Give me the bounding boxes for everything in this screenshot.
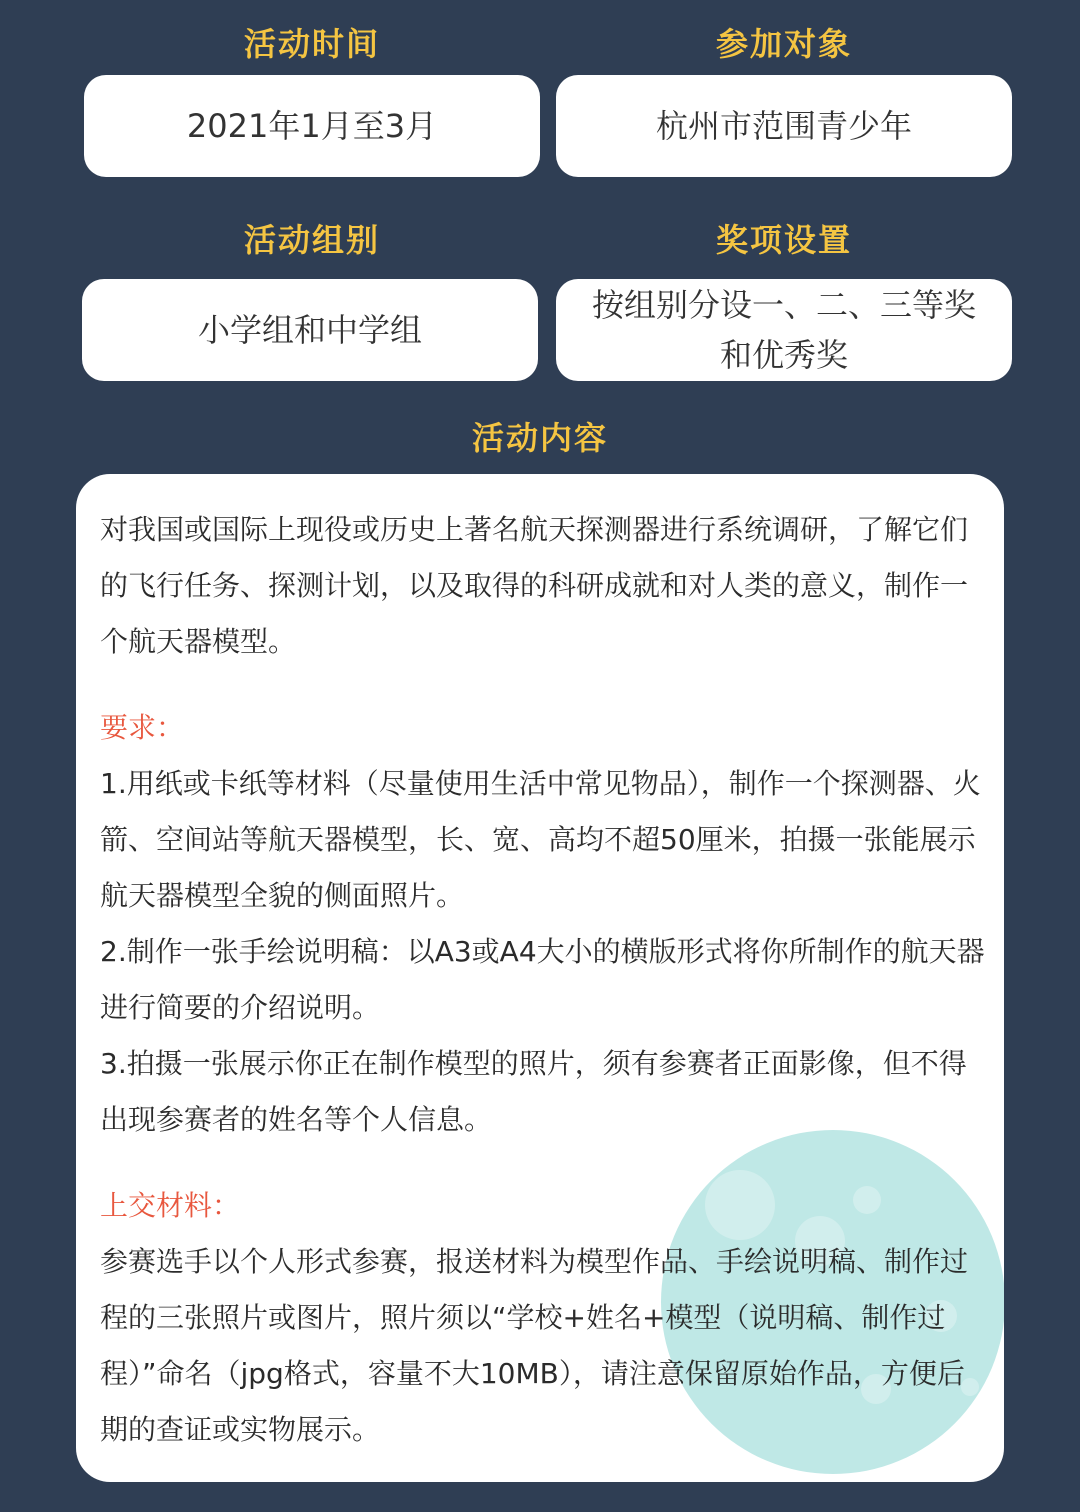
awards-value-line-2: 和优秀奖 — [719, 336, 848, 374]
requirement-item-3: 3.拍摄一张展示你正在制作模型的照片，须有参赛者正面影像，但不得出现参赛者的姓名等个人信息。 — [100, 1047, 967, 1136]
awards-value-line-1: 按组别分设一、二、三等奖 — [591, 286, 976, 324]
intro-paragraph: 对我国或国际上现役或历史上著名航天探测器进行系统调研，了解它们的飞行任务、探测计划，以及取得的科研成就和对人类的意义，制作一个航天器模型。 — [100, 513, 969, 658]
participants-box — [556, 75, 1012, 177]
activity-time-box — [84, 75, 540, 177]
submission-paragraph: 参赛选手以个人形式参赛，报送材料为模型作品、手绘说明稿、制作过程的三张照片或图片，照片须以“学校+姓名+模型（说明稿、制作过程）”命名（jpg格式，容量不大10MB），请注意保留原始作品，方便后期的查证或实物展示。 — [100, 1245, 969, 1446]
submission-heading: 上交材料： — [100, 1189, 241, 1222]
requirement-item-2: 2.制作一张手绘说明稿：以A3或A4大小的横版形式将你所制作的航天器进行简要的介绍说明。 — [100, 935, 985, 1024]
requirement-item-1: 1.用纸或卡纸等材料（尽量使用生活中常见物品），制作一个探测器、火箭、空间站等航天器模型，长、宽、高均不超50厘米，拍摄一张能展示航天器模型全貌的侧面照片。 — [100, 767, 981, 912]
activity-time-label: 活动时间 — [243, 25, 380, 63]
content-label: 活动内容 — [471, 419, 608, 457]
awards-value — [592, 280, 976, 380]
participants-value: 杭州市范围青少年 — [655, 107, 912, 145]
awards-label: 奖项设置 — [715, 221, 852, 259]
groups-box — [82, 279, 538, 381]
groups-label: 活动组别 — [243, 221, 380, 259]
content-text — [100, 502, 990, 1458]
participants-label: 参加对象 — [715, 25, 852, 63]
content-card — [76, 474, 1004, 1482]
requirements-heading: 要求： — [100, 711, 185, 744]
groups-value: 小学组和中学组 — [197, 311, 422, 349]
activity-time-value: 2021年1月至3月 — [186, 107, 438, 145]
awards-box — [556, 279, 1012, 381]
